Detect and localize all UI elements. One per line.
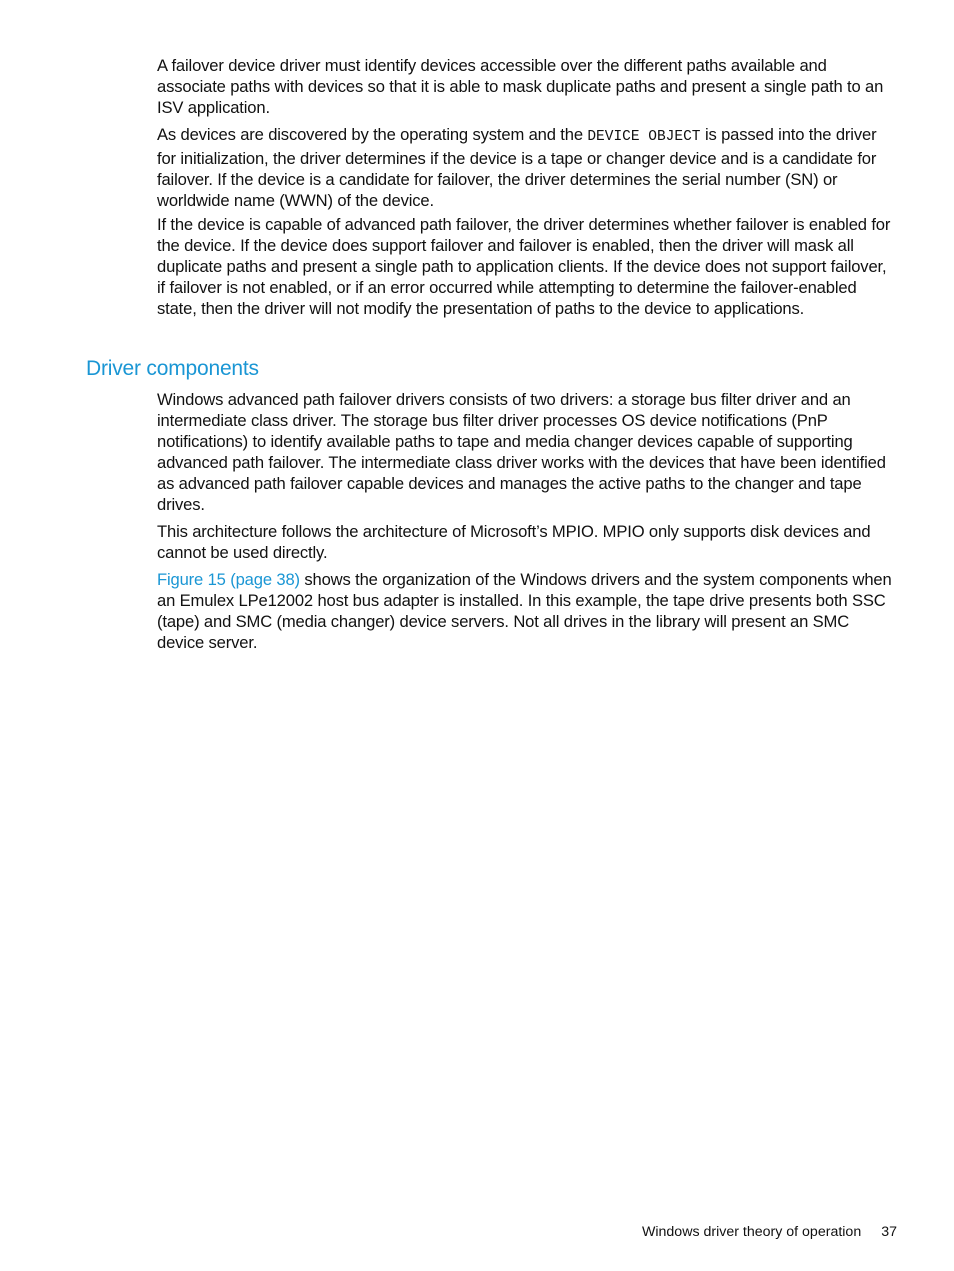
section-paragraph-2-text: This architecture follows the architecture of Microsoft’s MPIO. MPIO only supports disk devices and cannot be used directly. xyxy=(157,522,871,562)
section-heading-driver-components: Driver components xyxy=(86,357,259,380)
section-paragraph-2 xyxy=(157,521,898,563)
section-paragraph-1 xyxy=(157,389,898,515)
section-paragraph-3 xyxy=(157,569,898,653)
intro-paragraph-1-text: A failover device driver must identify devices accessible over the different paths available and associate paths with devices so that it is able to mask duplicate paths and present a single path to an ISV application. xyxy=(157,56,884,117)
intro-paragraph-3-text: If the device is capable of advanced path failover, the driver determines whether failover is enabled for the device. If the device does support failover and failover is enabled, then the driver will mask all duplicate paths and present a single path to application clients. If the device does not support failover, if failover is not enabled, or if an error occurred while attempting to determine the failover-enabled state, then the driver will not modify the presentation of paths to the device to applications. xyxy=(157,215,891,318)
device-object-code: DEVICE OBJECT xyxy=(587,129,701,145)
section-paragraph-1-text: Windows advanced path failover drivers consists of two drivers: a storage bus filter driver and an intermediate class driver. The storage bus filter driver processes OS device notifications (PnP notifications) to identify available paths to tape and media changer devices capable of supporting advanced path failover. The intermediate class driver works with the devices that have been identified as advanced path failover capable devices and manages the active paths to the changer and tape drives. xyxy=(157,390,886,514)
intro-paragraph-2-text-end: is passed into the driver for initialization, the driver determines if the device is a tape or changer device and is a candidate for failover. If the device is a candidate for failover, the driver determines the serial number (SN) or worldwide name (WWN) of the device. xyxy=(157,125,877,210)
intro-paragraph-1 xyxy=(157,55,898,118)
intro-paragraph-2 xyxy=(157,124,898,211)
section-paragraph-3-text: shows the organization of the Windows drivers and the system components when an Emulex LPe12002 host bus adapter is installed. In this example, the tape drive presents both SSC (tape) and SMC (media changer) device servers. Not all drives in the library will present an SMC device server. xyxy=(157,570,892,652)
page-footer xyxy=(642,1222,897,1242)
footer-title: Windows driver theory of operation xyxy=(641,1224,862,1240)
intro-paragraph-3 xyxy=(157,214,898,319)
page-number: 37 xyxy=(881,1224,897,1240)
intro-paragraph-2-text-start: As devices are discovered by the operating system and the xyxy=(157,125,588,144)
figure-reference-link[interactable]: Figure 15 (page 38) xyxy=(157,570,300,589)
